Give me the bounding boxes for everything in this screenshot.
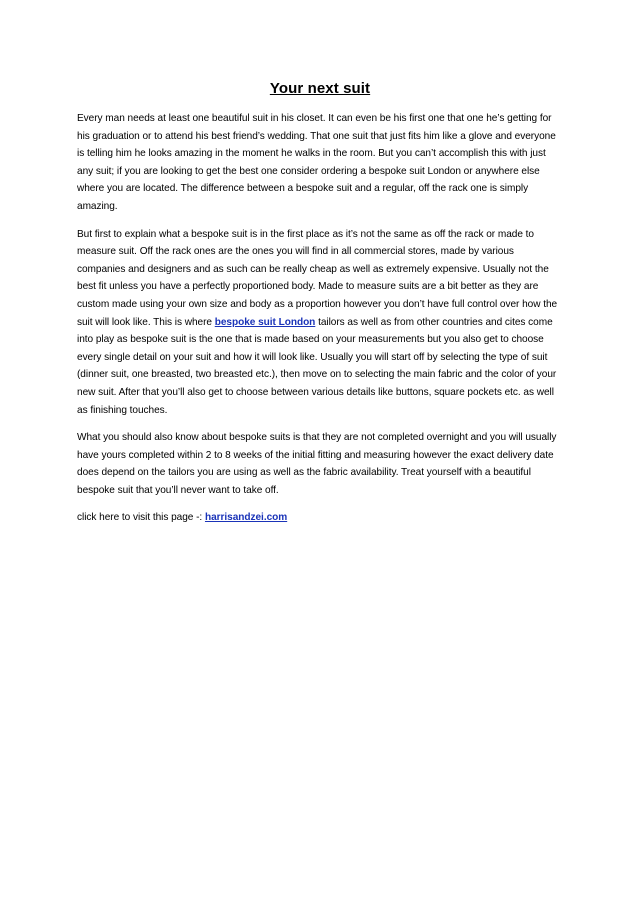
document-body [77,78,563,537]
document-title: Your next suit [269,80,371,97]
harrisandzei-link[interactable]: harrisandzei.com [204,512,288,524]
paragraph-explanation [77,226,563,420]
paragraph-visit [77,509,563,527]
paragraph-delivery: What you should also know about bespoke suits is that they are not completed overnight and you will usually have yours completed within 2 to 8 weeks of the initial fitting and measuring however the exact delivery date does depend on the tailors you are using as well as the fabric availability. Treat yourself with a beautiful bespoke suit that you’ll never want to take off. [77,432,557,496]
visit-text: click here to visit this page -: [77,512,205,524]
paragraph-intro: Every man needs at least one beautiful suit in his closet. It can even be his first one that one he’s getting for his graduation or to attend his best friend’s wedding. That one suit that just fits him like a glove and everyone is telling him he looks amazing in the moment he walks in the room. But you can’t accomplish this with just any suit; if you are looking to get the best one consider ordering a bespoke suit London or anywhere else where you are located. The difference between a bespoke suit and a regular, off the rack one is simply amazing. [77,113,556,212]
bespoke-suit-london-link[interactable]: bespoke suit London [214,316,316,328]
paragraph-explanation-text-end: tailors as well as from other countries and cites come into play as bespoke suit is the one that is made based on your measurements but you also get to choose every single detail on your suit and how it will look like. Usually you will start off by selecting the type of suit (dinner suit, one breasted, two breasted etc.), then move on to selecting the main fabric and the color of your new suit. After that you’ll also get to choose between various details like buttons, square pockets etc. as well as finishing touches. [77,316,557,416]
paragraph-explanation-text-start: But first to explain what a bespoke suit is in the first place as it’s not the same as off the rack or made to measure suit. Off the rack ones are the ones you will find in all commercial stores, made by various companies and designers and as such can be really cheap as well as extremely expensive. Usually not the best fit unless you have a perfectly proportioned body. Made to measure suits are a bit better as they are custom made using your own size and body as a proportion however you don’t have full control over how the suit will look like. This is where [77,228,558,328]
